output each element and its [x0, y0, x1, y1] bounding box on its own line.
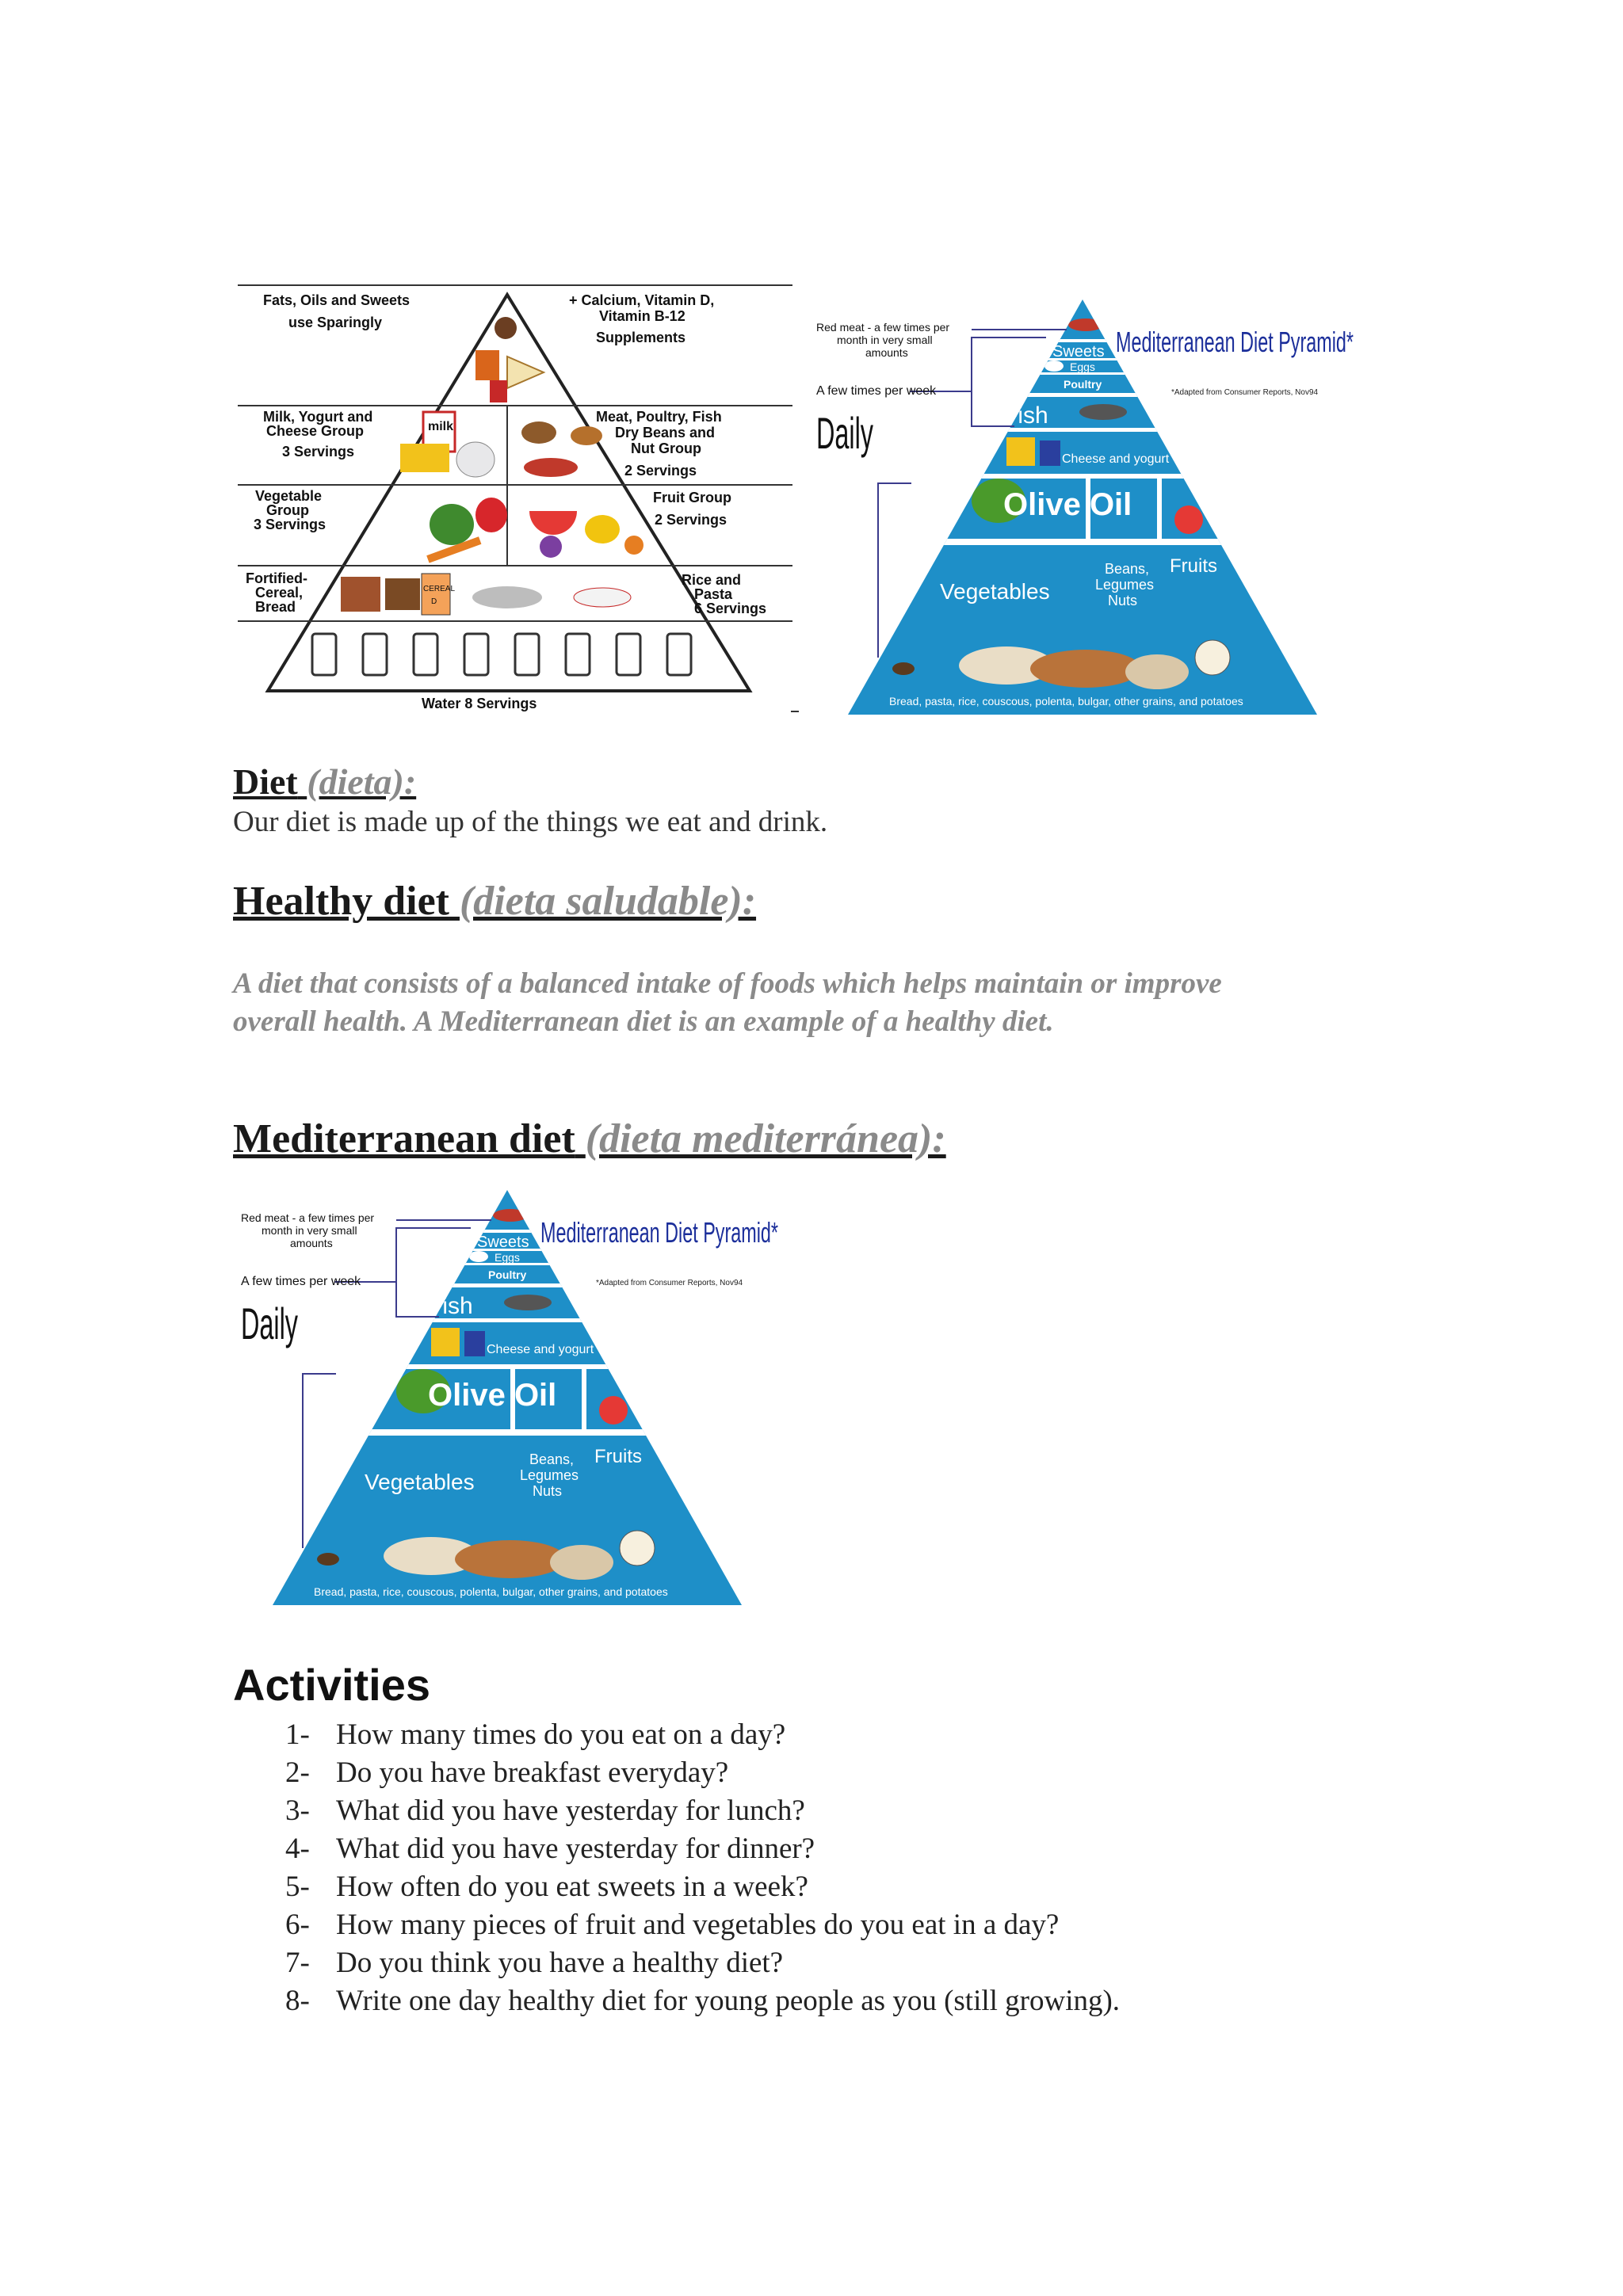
- label-supplements-2: Vitamin B-12: [599, 308, 685, 324]
- list-item: [285, 1754, 1120, 1792]
- item-text: Do you have breakfast everyday?: [336, 1756, 729, 1789]
- mediterranean-term: Mediterranean diet: [233, 1116, 575, 1161]
- nuts-icon: [521, 421, 556, 444]
- healthy-heading: [233, 878, 756, 925]
- diet-definition: Our diet is made up of the things we eat and drink.: [233, 806, 828, 838]
- list-item: [285, 1868, 1120, 1906]
- glass-icon: [312, 634, 336, 675]
- grapes-icon: [647, 1402, 663, 1418]
- label-milk-3: 3 Servings: [282, 444, 355, 460]
- healthy-term: Healthy diet: [233, 879, 449, 924]
- label-daily: Daily: [816, 408, 873, 458]
- label-red-meat-3: amounts: [865, 346, 908, 359]
- label-red-meat-2: month in very small: [262, 1224, 357, 1237]
- item-text: How often do you eat sweets in a week?: [336, 1871, 808, 1903]
- label-bread: Bread, pasta, rice, couscous, polenta, bulgar, other grains, and potatoes: [314, 1585, 668, 1598]
- label-few-times: A few times per week: [241, 1275, 361, 1288]
- egg-icon: [469, 1251, 488, 1262]
- mediterranean-heading: [233, 1116, 946, 1162]
- label-milk-carton: milk: [428, 420, 454, 433]
- cookie-icon: [495, 317, 517, 339]
- item-number: 7-: [285, 1947, 310, 1979]
- label-fats: Fats, Oils and Sweets: [263, 292, 411, 308]
- broccoli-icon: [430, 504, 474, 545]
- yogurt-icon: [1040, 441, 1060, 466]
- label-fruit-1: Fruit Group: [653, 490, 731, 505]
- item-number: 3-: [285, 1794, 310, 1827]
- item-text: Do you think you have a healthy diet?: [336, 1947, 784, 1979]
- label-eggs: Eggs: [1070, 360, 1095, 373]
- label-cereal-3: Bread: [255, 599, 296, 615]
- rice-bowl-icon: [574, 588, 631, 607]
- cheese-icon: [400, 444, 449, 472]
- list-item: [285, 1982, 1120, 2020]
- label-nuts: Nuts: [1108, 593, 1138, 608]
- red-meat-icon: [493, 1209, 528, 1222]
- label-rice-1: Rice and: [682, 572, 742, 588]
- grapes-icon: [1222, 512, 1238, 528]
- healthy-definition: [233, 965, 1222, 1041]
- label-meat-2: Dry Beans and: [615, 425, 716, 441]
- red-meat-icon: [1068, 318, 1103, 331]
- tomato-icon: [475, 498, 507, 532]
- label-eggs: Eggs: [495, 1251, 520, 1264]
- label-milk-2: Cheese Group: [266, 423, 365, 439]
- item-number: 8-: [285, 1985, 310, 2017]
- label-med-title: Mediterranean Diet Pyramid*: [1116, 326, 1354, 358]
- cereal-box-icon: [422, 574, 450, 615]
- healthy-translation: (dieta saludable):: [459, 879, 757, 924]
- activities-title: Activities: [233, 1660, 430, 1710]
- activities-list: [285, 1716, 1120, 2020]
- diet-heading: [233, 761, 416, 803]
- label-cheese: Cheese and yogurt: [1062, 452, 1170, 466]
- label-cereal-2: Cereal,: [255, 585, 304, 601]
- label-cereal-box: CEREAL: [423, 585, 456, 593]
- pasta-bowl-icon: [1195, 640, 1230, 675]
- label-legumes: Legumes: [520, 1467, 579, 1483]
- pasta-icon: [472, 586, 542, 608]
- fish-icon: [504, 1295, 552, 1310]
- label-cereal-1: Fortified-: [246, 570, 307, 586]
- label-poultry: Poultry: [1064, 378, 1102, 391]
- label-meat-4: 2 Servings: [624, 463, 697, 479]
- glass-icon: [566, 634, 590, 675]
- label-poultry: Poultry: [488, 1268, 527, 1281]
- glass-icon: [414, 634, 437, 675]
- item-number: 4-: [285, 1833, 310, 1865]
- label-fish: Fish: [1003, 402, 1048, 429]
- label-vegetables: Vegetables: [365, 1470, 475, 1494]
- label-red-meat-1: Red meat - a few times per: [241, 1211, 375, 1224]
- item-text: How many times do you eat on a day?: [336, 1718, 786, 1751]
- label-rice-2: Pasta: [694, 586, 733, 602]
- bread-loaf-icon: [385, 578, 420, 610]
- label-water: Water 8 Servings: [422, 696, 537, 711]
- label-veg-3: 3 Servings: [254, 517, 327, 532]
- healthy-definition-line-2: overall health. A Mediterranean diet is an example of a healthy diet.: [233, 1005, 1054, 1038]
- cheese-icon: [431, 1328, 460, 1356]
- label-beans: Beans,: [529, 1451, 575, 1467]
- chips-icon: [475, 350, 499, 380]
- item-number: 5-: [285, 1871, 310, 1903]
- diet-term: Diet: [233, 761, 298, 802]
- apple-icon: [1174, 505, 1203, 534]
- fish-icon: [524, 458, 578, 477]
- label-few-times: A few times per week: [816, 384, 937, 398]
- label-med-title: Mediterranean Diet Pyramid*: [540, 1216, 778, 1249]
- label-meat-3: Nut Group: [631, 441, 701, 456]
- couscous-icon: [1125, 654, 1189, 689]
- diet-translation: (dieta):: [307, 761, 417, 802]
- egg-icon: [1044, 360, 1064, 372]
- grapes-icon: [629, 1390, 645, 1405]
- label-sweets: Sweets: [1052, 343, 1105, 360]
- label-veg-2: Group: [266, 502, 309, 518]
- potato-icon: [892, 662, 915, 675]
- item-number: 1-: [285, 1718, 310, 1751]
- list-item: [285, 1944, 1120, 1982]
- cheese-icon: [1006, 437, 1035, 466]
- label-fruits: Fruits: [1170, 555, 1217, 577]
- label-supplements-1: + Calcium, Vitamin D,: [569, 292, 715, 308]
- item-text: How many pieces of fruit and vegetables do you eat in a day?: [336, 1909, 1060, 1941]
- label-supplements-3: Supplements: [596, 330, 686, 345]
- list-item: [285, 1906, 1120, 1944]
- label-daily: Daily: [241, 1299, 298, 1348]
- label-vegetables: Vegetables: [940, 579, 1050, 604]
- yogurt-icon: [464, 1331, 485, 1356]
- item-text: Write one day healthy diet for young people as you (still growing).: [336, 1985, 1121, 2017]
- glass-icon: [617, 634, 640, 675]
- label-fats-sub: use Sparingly: [288, 315, 383, 330]
- glass-icon: [515, 634, 539, 675]
- label-milk-1: Milk, Yogurt and: [263, 409, 373, 425]
- item-text: What did you have yesterday for lunch?: [336, 1794, 805, 1827]
- fish-icon: [1079, 404, 1127, 420]
- label-nuts: Nuts: [533, 1483, 563, 1499]
- label-fruits: Fruits: [594, 1446, 642, 1467]
- yogurt-icon: [456, 442, 495, 477]
- label-cheese: Cheese and yogurt: [487, 1343, 594, 1356]
- couscous-icon: [550, 1545, 613, 1580]
- glass-icon: [464, 634, 488, 675]
- list-item: [285, 1716, 1120, 1754]
- list-item: [285, 1792, 1120, 1830]
- label-meat-1: Meat, Poultry, Fish: [596, 409, 722, 425]
- bread-icon: [455, 1540, 566, 1578]
- label-red-meat-3: amounts: [290, 1237, 333, 1249]
- label-rice-3: 6 Servings: [694, 601, 767, 616]
- label-legumes: Legumes: [1095, 577, 1155, 593]
- apple-icon: [599, 1396, 628, 1425]
- mediterranean-pyramid-top: [816, 293, 1371, 721]
- label-bread: Bread, pasta, rice, couscous, polenta, bulgar, other grains, and potatoes: [889, 695, 1243, 707]
- pasta-bowl-icon: [620, 1531, 655, 1566]
- mediterranean-pyramid-bottom: [241, 1184, 796, 1611]
- label-olive-oil: Olive Oil: [1003, 487, 1132, 522]
- label-red-meat-2: month in very small: [837, 334, 933, 346]
- healthy-definition-line-1: A diet that consists of a balanced intake of foods which helps maintain or improve: [233, 967, 1222, 1000]
- bread-icon: [1030, 650, 1141, 688]
- bread-icon: [341, 577, 380, 612]
- label-veg-1: Vegetable: [255, 488, 323, 504]
- item-number: 2-: [285, 1756, 310, 1789]
- item-number: 6-: [285, 1909, 310, 1941]
- label-adapted: *Adapted from Consumer Reports, Nov94: [596, 1279, 743, 1287]
- glass-icon: [363, 634, 387, 675]
- label-sweets: Sweets: [477, 1234, 529, 1251]
- label-olive-oil: Olive Oil: [428, 1378, 557, 1413]
- label-beans: Beans,: [1105, 561, 1150, 577]
- potato-icon: [317, 1553, 339, 1566]
- banana-icon: [585, 515, 620, 543]
- mediterranean-translation: (dieta mediterránea):: [585, 1116, 946, 1161]
- item-text: What did you have yesterday for dinner?: [336, 1833, 815, 1865]
- soda-icon: [490, 380, 507, 402]
- grapes-icon: [1205, 499, 1220, 515]
- orange-icon: [624, 536, 643, 555]
- beans-icon: [571, 426, 602, 445]
- label-fish: Fish: [428, 1293, 473, 1319]
- label-cereal-box-2: D: [431, 597, 437, 606]
- food-guide-pyramid: [238, 277, 808, 721]
- grapes-icon: [540, 536, 562, 558]
- label-adapted: *Adapted from Consumer Reports, Nov94: [1171, 388, 1319, 397]
- glass-icon: [667, 634, 691, 675]
- label-fruit-2: 2 Servings: [655, 512, 727, 528]
- label-red-meat-1: Red meat - a few times per: [816, 321, 950, 334]
- list-item: [285, 1830, 1120, 1868]
